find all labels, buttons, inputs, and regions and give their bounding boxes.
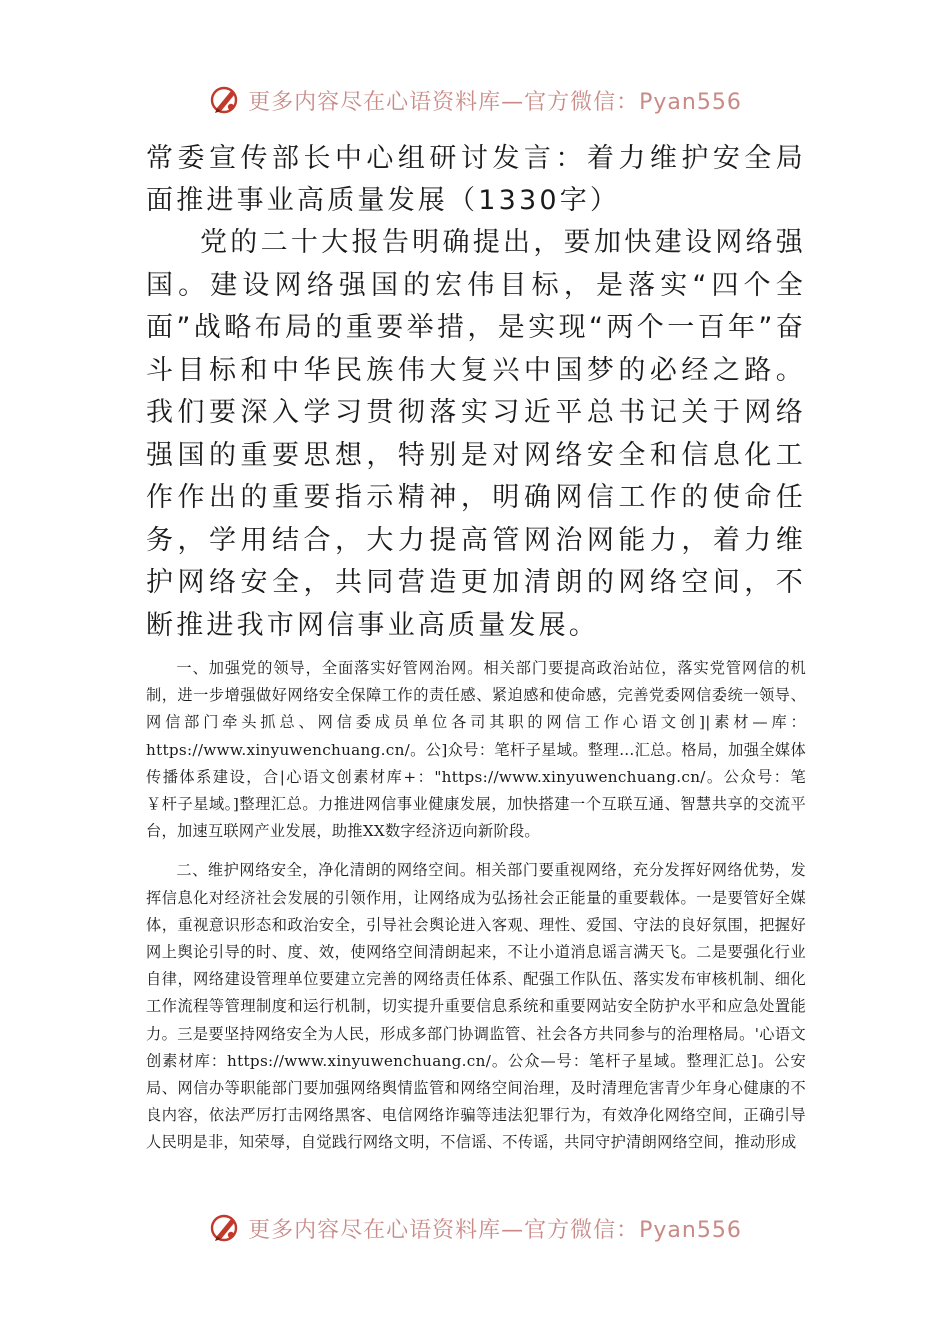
header-banner-text: 更多内容尽在心语资料库—官方微信：Pyan556 (248, 89, 742, 115)
document-title: 常委宣传部长中心组研讨发言：着力维护安全局面推进事业高质量发展（1330字） (146, 143, 806, 216)
lead-paragraph: 党的二十大报告明确提出，要加快建设网络强国。建设网络强国的宏伟目标，是落实“四个全面”战略布局的重要举措，是实现“两个一百年”奋斗目标和中华民族伟大复兴中国梦的必经之路。我们要深入学习贯彻落实习近平总书记关于网络强国的重要思想，特别是对网络安全和信息化工作作出的重要指示精神，明确网信工作的使命任务，学用结合，大力提高管网治网能力，着力维护网络安全，共同营造更加清朗的网络空间，不断推进我市网信事业高质量发展。 (146, 227, 806, 641)
footer-banner-text: 更多内容尽在心语资料库—官方微信：Pyan556 (248, 1217, 742, 1243)
section-one-paragraph: 一、加强党的领导，全面落实好管网治网。相关部门要提高政治站位，落实党管网信的机制，进一步增强做好网络安全保障工作的责任感、紧迫感和使命感，完善党委网信委统一领导、网信部门牵头抓总、网信委成员单位各司其职的网信工作心语文创]|素材—库：https://www.xinyuwenchuang.cn/。公]众号：笔杆子星域。整理…汇总。格局，加强全媒体传播体系建设，合|心语文创素材库+："https://www.xinyuwenchuang.cn/。公众号：笔￥杆子星域。]整理汇总。力推进网信事业健康发展，加快搭建一个互联互通、智慧共享的交流平台，加速互联网产业发展，助推XX数字经济迈向新阶段。 (146, 659, 806, 841)
pen-nib-logo-icon (208, 1211, 242, 1245)
pen-nib-logo-icon (208, 83, 242, 117)
footer-banner (0, 1206, 950, 1250)
header-banner (0, 78, 950, 122)
section-two-paragraph: 二、维护网络安全，净化清朗的网络空间。相关部门要重视网络，充分发挥好网络优势，发挥信息化对经济社会发展的引领作用，让网络成为弘扬社会正能量的重要载体。一是要管好全媒体，重视意识形态和政治安全，引导社会舆论进入客观、理性、爱国、守法的良好氛围，把握好网上舆论引导的时、度、效，使网络空间清朗起来，不让小道消息谣言满天飞。二是要强化行业自律，网络建设管理单位要建立完善的网络责任体系、配强工作队伍、落实发布审核机制、细化工作流程等管理制度和运行机制，切实提升重要信息系统和重要网站安全防护水平和应急处置能力。三是要坚持网络安全为人民，形成多部门协调监管、社会各方共同参与的治理格局。'心语文创素材库：https://www.xinyuwenchuang.cn/。公众—号：笔杆子星域。整理汇总]。公安局、网信办等职能部门要加强网络舆情监管和网络空间治理，及时清理危害青少年身心健康的不良内容，依法严厉打击网络黑客、电信网络诈骗等违法犯罪行为，有效净化网络空间，正确引导人民明是非，知荣辱，自觉践行网络文明，不信谣、不传谣，共同守护清朗网络空间，推动形成 (146, 861, 806, 1152)
document-body (146, 138, 806, 1157)
